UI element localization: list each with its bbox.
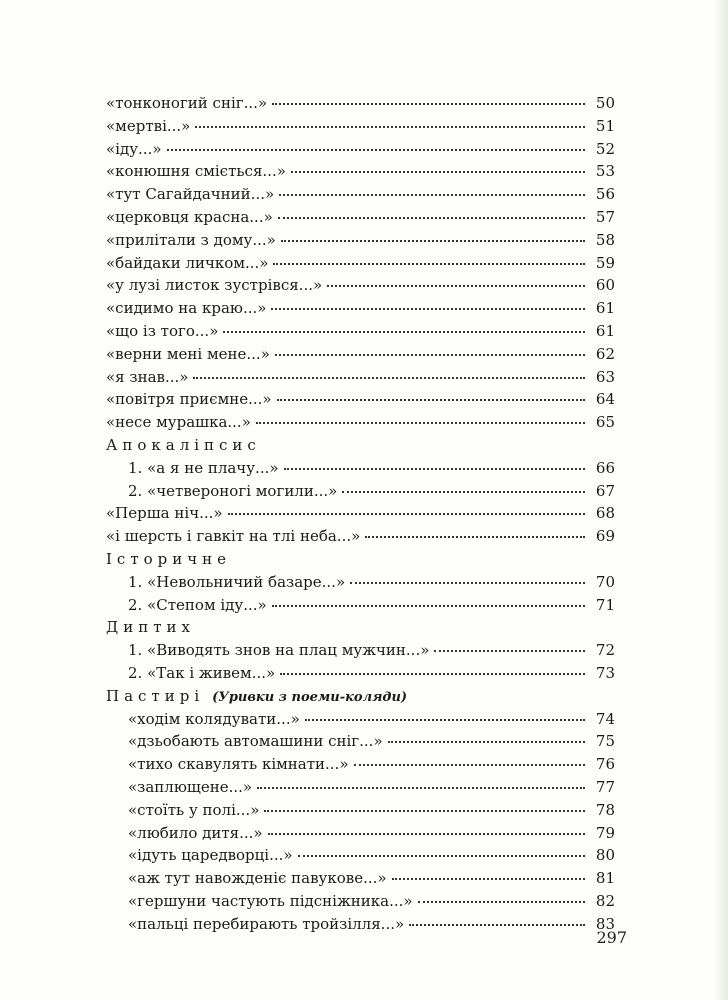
dot-leader <box>195 126 585 128</box>
toc-section-heading <box>106 616 615 639</box>
entry-page-number: 51 <box>595 116 615 135</box>
entry-page-number: 57 <box>595 207 615 226</box>
dot-leader <box>350 582 585 584</box>
entry-page-number: 78 <box>595 800 615 819</box>
toc-entry <box>106 206 615 229</box>
toc-entry <box>106 343 615 366</box>
entry-title: «прилітали з дому...» <box>106 230 276 249</box>
dot-leader <box>275 354 585 356</box>
entry-title: 2. «Степом іду...» <box>128 595 267 614</box>
entry-page-number: 61 <box>595 299 615 318</box>
dot-leader <box>434 650 585 652</box>
entry-title: «несе мурашка...» <box>106 413 251 432</box>
dot-leader <box>272 605 585 607</box>
entry-page-number: 58 <box>595 230 615 249</box>
entry-title: «що із того...» <box>106 321 219 340</box>
dot-leader <box>354 764 585 766</box>
toc-entry <box>106 297 615 320</box>
toc-entry <box>106 92 615 115</box>
toc-entry <box>106 274 615 297</box>
entry-title: «Перша ніч...» <box>106 504 223 523</box>
toc-entry <box>106 138 615 161</box>
dot-leader <box>388 741 585 743</box>
dot-leader <box>193 377 585 379</box>
entry-page-number: 65 <box>595 413 615 432</box>
entry-page-number: 82 <box>595 891 615 910</box>
section-title: Апокаліпсис <box>106 435 261 454</box>
dot-leader <box>223 331 585 333</box>
entry-page-number: 59 <box>595 253 615 272</box>
toc-subentry <box>106 844 615 867</box>
entry-page-number: 52 <box>595 139 615 158</box>
toc-subentry <box>106 708 615 731</box>
dot-leader <box>291 171 585 173</box>
dot-leader <box>278 217 585 219</box>
toc-subentry <box>106 753 615 776</box>
entry-title: «конюшня сміється...» <box>106 162 286 181</box>
dot-leader <box>418 901 585 903</box>
toc-entry <box>106 525 615 548</box>
dot-leader <box>409 924 585 926</box>
toc-subentry <box>106 457 615 480</box>
dot-leader <box>264 810 585 812</box>
entry-title: «сидимо на краю...» <box>106 299 267 318</box>
toc-entry <box>106 502 615 525</box>
toc-entry <box>106 160 615 183</box>
entry-title: «церковця красна...» <box>106 207 273 226</box>
entry-page-number: 83 <box>595 914 615 933</box>
entry-page-number: 72 <box>595 641 615 660</box>
dot-leader <box>281 240 585 242</box>
entry-title: 1. «Виводять знов на плац мужчин...» <box>128 641 430 660</box>
entry-title: «заплющене...» <box>128 777 253 796</box>
entry-page-number: 67 <box>595 481 615 500</box>
toc-subentry <box>106 890 615 913</box>
section-title: Диптих <box>106 618 195 637</box>
page-edge <box>714 0 728 1000</box>
entry-title: «стоїть у полі...» <box>128 800 260 819</box>
dot-leader <box>327 285 585 287</box>
entry-page-number: 81 <box>595 869 615 888</box>
toc-entry <box>106 411 615 434</box>
entry-title: «тут Сагайдачний...» <box>106 185 275 204</box>
table-of-contents <box>106 92 615 935</box>
toc-subentry <box>106 480 615 503</box>
entry-title: «байдаки личком...» <box>106 253 269 272</box>
dot-leader <box>268 833 585 835</box>
dot-leader <box>284 468 585 470</box>
entry-page-number: 75 <box>595 732 615 751</box>
toc-subentry <box>106 913 615 936</box>
entry-title: «любило дитя...» <box>128 823 263 842</box>
entry-page-number: 61 <box>595 321 615 340</box>
toc-section-heading <box>106 685 615 708</box>
section-note: (Уривки з поеми-коляди) <box>212 689 408 705</box>
entry-title: «і шерсть і гавкіт на тлі неба...» <box>106 527 361 546</box>
dot-leader <box>279 194 585 196</box>
dot-leader <box>167 149 585 151</box>
page-number: 297 <box>596 928 627 947</box>
entry-title: «верни мені мене...» <box>106 344 270 363</box>
toc-entry <box>106 229 615 252</box>
entry-page-number: 73 <box>595 663 615 682</box>
toc-subentry <box>106 639 615 662</box>
entry-page-number: 74 <box>595 709 615 728</box>
toc-subentry <box>106 571 615 594</box>
entry-title: «у лузі листок зустрівся...» <box>106 276 323 295</box>
toc-subentry <box>106 822 615 845</box>
entry-page-number: 63 <box>595 367 615 386</box>
dot-leader <box>271 308 585 310</box>
entry-title: «ходім колядувати...» <box>128 709 300 728</box>
section-title: Історичне <box>106 549 232 568</box>
toc-entry <box>106 320 615 343</box>
entry-title: 1. «а я не плачу...» <box>128 458 279 477</box>
toc-section-heading <box>106 434 615 457</box>
entry-title: «ідуть царедворці...» <box>128 846 293 865</box>
dot-leader <box>273 263 585 265</box>
dot-leader <box>277 399 585 401</box>
entry-title: «іду...» <box>106 139 162 158</box>
dot-leader <box>342 491 585 493</box>
toc-subentry <box>106 594 615 617</box>
entry-page-number: 69 <box>595 527 615 546</box>
toc-entry <box>106 388 615 411</box>
entry-title: «дзьобають автомашини сніг...» <box>128 732 383 751</box>
dot-leader <box>365 536 585 538</box>
section-title: Пастирі <box>106 686 205 705</box>
entry-page-number: 50 <box>595 94 615 112</box>
entry-page-number: 56 <box>595 185 615 204</box>
entry-title: «аж тут навожденіє павукове...» <box>128 869 387 888</box>
entry-title: «тихо скавулять кімнати...» <box>128 755 349 774</box>
entry-title: 1. «Невольничий базаре...» <box>128 572 346 591</box>
entry-title: «гершуни частують підсніжника...» <box>128 891 413 910</box>
toc-subentry <box>106 730 615 753</box>
toc-subentry <box>106 867 615 890</box>
toc-subentry <box>106 662 615 685</box>
entry-page-number: 79 <box>595 823 615 842</box>
entry-page-number: 62 <box>595 344 615 363</box>
toc-entry <box>106 115 615 138</box>
entry-page-number: 70 <box>595 572 615 591</box>
entry-page-number: 53 <box>595 162 615 181</box>
toc-subentry <box>106 776 615 799</box>
dot-leader <box>257 787 585 789</box>
entry-title: 2. «Так і живем...» <box>128 663 276 682</box>
dot-leader <box>256 422 585 424</box>
toc-section-heading <box>106 548 615 571</box>
dot-leader <box>228 513 585 515</box>
entry-title: 2. «четвероногі могили...» <box>128 481 338 500</box>
dot-leader <box>392 878 585 880</box>
toc-subentry <box>106 799 615 822</box>
entry-title: «тонконогий сніг...» <box>106 94 268 112</box>
entry-title: «мертві...» <box>106 116 191 135</box>
entry-page-number: 68 <box>595 504 615 523</box>
entry-page-number: 60 <box>595 276 615 295</box>
entry-page-number: 80 <box>595 846 615 865</box>
entry-page-number: 77 <box>595 777 615 796</box>
entry-title: «я знав...» <box>106 367 189 386</box>
entry-title: «повітря приємне...» <box>106 390 272 409</box>
toc-entry <box>106 366 615 389</box>
entry-page-number: 76 <box>595 755 615 774</box>
entry-title: «пальці перебирають тройзілля...» <box>128 914 405 933</box>
entry-page-number: 64 <box>595 390 615 409</box>
dot-leader <box>298 855 585 857</box>
dot-leader <box>280 673 585 675</box>
toc-entry <box>106 183 615 206</box>
dot-leader <box>272 103 585 105</box>
toc-entry <box>106 252 615 275</box>
entry-page-number: 66 <box>595 458 615 477</box>
entry-page-number: 71 <box>595 595 615 614</box>
dot-leader <box>305 719 585 721</box>
